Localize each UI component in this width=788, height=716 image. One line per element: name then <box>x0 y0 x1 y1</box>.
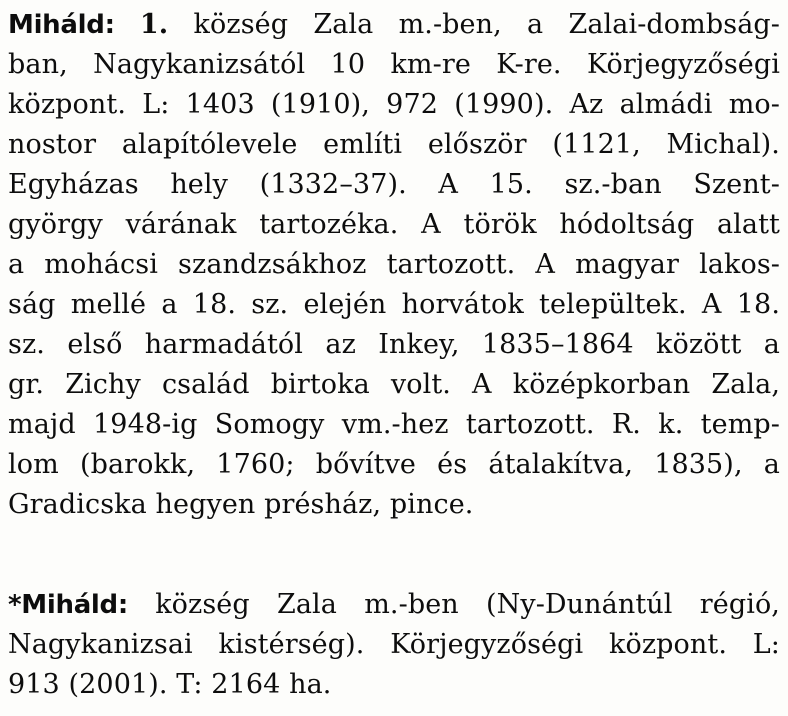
body-text: Gradicska hegyen présház, pince. <box>8 489 474 520</box>
text-line <box>8 585 780 625</box>
body-text <box>115 9 140 40</box>
text-line <box>8 85 780 125</box>
body-text: Egyházas hely (1332–37). A 15. sz.-ban Szent- <box>8 169 780 200</box>
body-text: lom (barokk, 1760; bővítve és átalakítva, 1835), a <box>8 449 780 480</box>
headword: Miháld: <box>8 10 115 40</box>
text-line <box>8 285 780 325</box>
body-text: györgy várának tartozéka. A török hódoltság alatt <box>8 209 780 240</box>
text-line <box>8 445 780 485</box>
text-line <box>8 485 780 525</box>
body-text: község Zala m.-ben (Ny-Dunántúl régió, <box>127 589 780 620</box>
text-line <box>8 325 780 365</box>
text-line <box>8 405 780 445</box>
text-line <box>8 625 780 665</box>
body-text: ság mellé a 18. sz. elején horvátok települtek. A 18. <box>8 289 780 320</box>
body-text: 913 (2001). T: 2164 ha. <box>8 669 332 700</box>
entry-number: 1. <box>139 9 169 40</box>
body-text: ban, Nagykanizsától 10 km-re K-re. Körjegyzőségi <box>8 49 780 80</box>
body-text: majd 1948-ig Somogy vm.-hez tartozott. R. k. temp- <box>8 409 780 440</box>
text-line <box>8 365 780 405</box>
body-text: központ. L: 1403 (1910), 972 (1990). Az almádi mo- <box>8 89 780 120</box>
text-line <box>8 5 780 45</box>
body-text: a mohácsi szandzsákhoz tartozott. A magyar lakos- <box>8 249 780 280</box>
text-line <box>8 665 780 705</box>
dictionary-entry <box>8 585 780 705</box>
body-text: sz. első harmadától az Inkey, 1835–1864 között a <box>8 329 780 360</box>
body-text: község Zala m.-ben, a Zalai-dombság- <box>168 9 780 40</box>
body-text: Nagykanizsai kistérség). Körjegyzőségi központ. L: <box>8 629 780 660</box>
text-line <box>8 125 780 165</box>
text-line <box>8 245 780 285</box>
dictionary-entry <box>8 5 780 525</box>
text-line <box>8 45 780 85</box>
body-text: nostor alapítólevele említi először (1121, Michal). <box>8 129 780 160</box>
text-line <box>8 205 780 245</box>
text-line <box>8 165 780 205</box>
headword: *Miháld: <box>8 590 128 620</box>
body-text: gr. Zichy család birtoka volt. A középkorban Zala, <box>8 369 780 400</box>
entries-container <box>8 5 780 705</box>
